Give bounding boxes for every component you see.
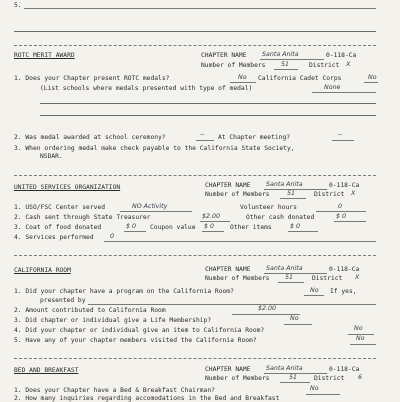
chapter-name-label: CHAPTER NAME (205, 366, 251, 373)
rotc-q1-b-answer: No (368, 74, 377, 81)
district-value: X (346, 61, 351, 68)
underline (104, 241, 376, 242)
calroom-q3: 3. Did chapter or individual give a Life Membership? (14, 317, 212, 324)
district-label: District (312, 275, 343, 282)
members-value: 51 (281, 61, 290, 68)
bnb-q2: 2. How many inquiries regarding accomodations in the Bed and Breakfast (14, 395, 280, 402)
underline (288, 231, 318, 232)
calroom-q4-answer: No (354, 325, 363, 332)
uso-q3-b: Coupon value (150, 224, 196, 231)
california-room-title: CALIFORNIA ROOM (14, 267, 71, 274)
chapter-name-label: CHAPTER NAME (205, 182, 251, 189)
answer-line (40, 115, 376, 116)
members-label: Number of Members (205, 275, 270, 282)
underline (280, 198, 306, 199)
calroom-q2-answer: $2.00 (258, 305, 277, 312)
underline (274, 69, 298, 70)
rotc-q2: 2. Was medal awarded at school ceremony? (14, 134, 166, 141)
uso-q4-answer: 0 (110, 233, 115, 240)
chapter-code: 0-118-Ca (329, 266, 360, 273)
calroom-q1-answer: No (310, 287, 319, 294)
uso-q2-b-answer: $ 0 (336, 213, 347, 220)
rotc-q2-b: At Chapter meeting? (218, 134, 291, 141)
chapter-code: 0-118-Ca (326, 52, 357, 59)
chapter-code: 0-118-Ca (329, 366, 360, 373)
rotc-q1-b: California Cadet Corps (258, 75, 342, 82)
uso-q1-b-answer: 0 (338, 203, 343, 210)
calroom-q1: 1. Did your chapter have a program on the California Room? (14, 288, 234, 295)
underline (200, 221, 230, 222)
calroom-q5: 5. Have any of your chapter members visited the California Room? (14, 337, 257, 344)
rotc-q1-c-answer: None (324, 84, 341, 91)
item-5-line (24, 8, 376, 9)
uso-title: UNITED SERVICES ORGANIZATION (14, 184, 121, 191)
underline (124, 231, 146, 232)
underline (312, 92, 376, 93)
underline (306, 394, 340, 395)
underline (278, 282, 304, 283)
underline (202, 231, 224, 232)
underline (284, 324, 312, 325)
uso-q1: 1. USO/FSC Center served (14, 204, 105, 211)
calroom-q1-b: If yes, (330, 288, 357, 295)
underline (120, 211, 192, 212)
underline (316, 211, 366, 212)
underline (264, 189, 327, 190)
members-value: 51 (287, 190, 296, 197)
answer-line (14, 31, 376, 32)
section-divider (14, 358, 376, 359)
calroom-q2: 2. Amount contributed to California Room (14, 307, 166, 314)
members-label: Number of Members (205, 191, 270, 198)
uso-q3-c: Other items (230, 224, 272, 231)
district-label: District (314, 191, 345, 198)
uso-q3-c-answer: $ 0 (290, 223, 301, 230)
chapter-name-label: CHAPTER NAME (201, 52, 247, 59)
chapter-name-value: Santa Anita (266, 181, 303, 188)
section-divider (14, 175, 376, 176)
uso-q3-b-answer: $ 0 (204, 223, 215, 230)
uso-q3: 3. Coat of food donated (14, 224, 102, 231)
section-divider (14, 45, 376, 46)
calroom-q3-answer: No (290, 315, 299, 322)
chapter-name-value: Santa Anita (262, 51, 299, 58)
underline (88, 304, 376, 305)
underline (260, 59, 324, 60)
rotc-q3-b: NSDAR. (40, 153, 63, 160)
rotc-q1-c: (List schools where medals presented with type of medal) (40, 85, 253, 92)
uso-q4: 4. Services performed (14, 234, 94, 241)
district-value: X (351, 190, 356, 197)
chapter-name-label: CHAPTER NAME (205, 266, 251, 273)
chapter-name-value: Santa Anita (266, 265, 303, 272)
underline (196, 140, 214, 141)
members-value: 51 (285, 274, 294, 281)
calroom-q4: 4. Did your chapter or individual give an item to California Room? (14, 327, 265, 334)
uso-q2-answer: $2.00 (202, 213, 221, 220)
bnb-q1: 1. Does your Chapter have a Bed & Breakfast Chairman? (14, 387, 215, 394)
rotc-q1: 1. Does your Chapter present ROTC medals? (14, 75, 170, 82)
underline (280, 382, 310, 383)
calroom-q1-c: presented by (40, 297, 86, 304)
members-label: Number of Members (201, 62, 266, 69)
underline (264, 273, 327, 274)
underline (230, 82, 256, 83)
uso-q1-answer: NO Activity (132, 203, 168, 210)
rotc-q3: 3. When ordering medal make check payable to the California State Society, (14, 145, 295, 152)
item-5-label: 5. (14, 2, 22, 9)
underline (364, 82, 378, 83)
underline (350, 344, 376, 345)
answer-line (40, 103, 376, 104)
district-value: X (355, 274, 360, 281)
underline (332, 140, 354, 141)
uso-q1-b: Volunteer hours (240, 204, 297, 211)
district-value: 6 (358, 374, 363, 381)
district-label: District (309, 62, 340, 69)
uso-q2-b: Other cash donated (246, 214, 315, 221)
underline (304, 295, 324, 296)
uso-q3-answer: $ 0 (126, 223, 137, 230)
members-value: 51 (289, 374, 298, 381)
uso-q2: 2. Cash sent through State Treasurer (14, 214, 151, 221)
bnb-q1-answer: No (310, 385, 319, 392)
chapter-name-value: Santa Anita (266, 365, 303, 372)
underline (334, 221, 366, 222)
rotc-q2-answer: -- (200, 131, 205, 138)
chapter-code: 0-118-Ca (329, 182, 360, 189)
district-label: District (314, 375, 345, 382)
calroom-q5-answer: No (356, 335, 365, 342)
rotc-q2-b-answer: -- (338, 131, 343, 138)
section-divider (14, 255, 376, 256)
members-label: Number of Members (205, 375, 270, 382)
bnb-title: BED AND BREAKFAST (14, 367, 79, 374)
rotc-q1-answer: No (238, 74, 247, 81)
rotc-title: ROTC MERIT AWARD (14, 52, 75, 59)
